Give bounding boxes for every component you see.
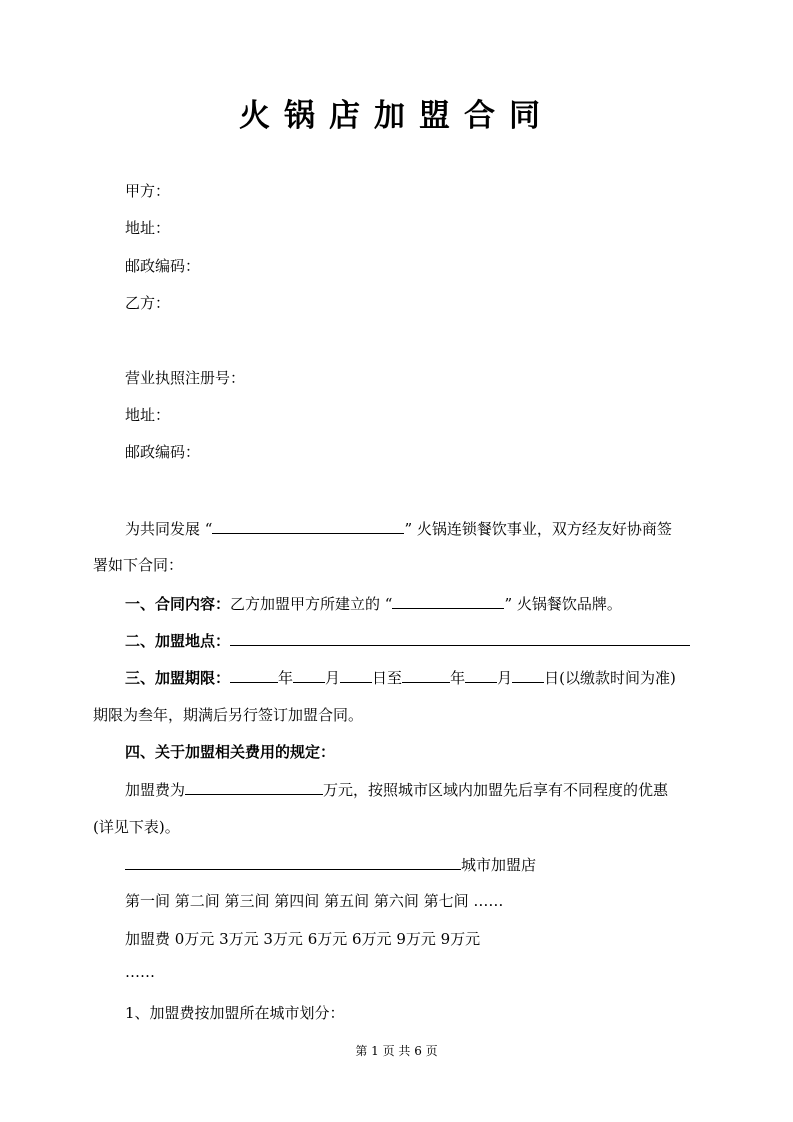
party-b-license: 营业执照注册号： xyxy=(125,369,246,387)
city-store-label: 城市加盟店 xyxy=(461,856,537,874)
preamble-line2: 署如下合同： xyxy=(93,556,184,574)
party-a-postcode: 邮政编码： xyxy=(125,257,201,275)
preamble-post: ” 火锅连锁餐饮事业，双方经友好协商签 xyxy=(404,520,672,538)
fee-line2: (详见下表)。 xyxy=(93,818,180,836)
end-day-blank xyxy=(512,667,544,683)
preamble-pre: 为共同发展 “ xyxy=(125,520,213,538)
section1-heading: 一、合同内容： xyxy=(125,595,231,613)
ellipsis: …… xyxy=(125,963,155,981)
end-month-blank xyxy=(465,667,497,683)
fee-blank xyxy=(185,779,323,795)
section4-heading: 四、关于加盟相关费用的规定： xyxy=(125,743,336,761)
section3-line2: 期限为叁年，期满后另行签订加盟合同。 xyxy=(93,706,364,724)
month-label: 月 xyxy=(325,669,341,687)
year-label: 年 xyxy=(450,669,466,687)
document-title: 火锅店加盟合同 xyxy=(239,98,554,134)
item1: 1、加盟费按加盟所在城市划分： xyxy=(125,1004,345,1022)
stores-row: 第一间 第二间 第三间 第四间 第五间 第六间 第七间 …… xyxy=(125,892,504,910)
start-year-blank xyxy=(230,667,278,683)
party-a-address: 地址： xyxy=(125,219,171,237)
day-end-label: 日(以缴款时间为准) xyxy=(544,669,676,687)
end-year-blank xyxy=(402,667,450,683)
party-b-postcode: 邮政编码： xyxy=(125,443,201,461)
fee-pre: 加盟费为 xyxy=(125,781,186,799)
start-month-blank xyxy=(293,667,325,683)
preamble-line xyxy=(125,518,672,539)
day-to-label: 日至 xyxy=(372,669,403,687)
start-day-blank xyxy=(340,667,372,683)
city-store-line xyxy=(125,854,536,875)
fee-post: 万元，按照城市区域内加盟先后享有不同程度的优惠 xyxy=(323,781,669,799)
section1-pre: 乙方加盟甲方所建立的 “ xyxy=(230,595,393,613)
section3-line xyxy=(125,667,676,688)
party-b-label: 乙方： xyxy=(125,294,171,312)
location-blank xyxy=(230,630,690,646)
month-label: 月 xyxy=(497,669,513,687)
section1-post: ” 火锅餐饮品牌。 xyxy=(504,595,622,613)
section3-heading: 三、加盟期限： xyxy=(125,669,231,687)
city-blank xyxy=(125,854,461,870)
party-a-label: 甲方： xyxy=(125,182,171,200)
page-footer: 第 1 页 共 6 页 xyxy=(355,1044,438,1058)
fees-row: 加盟费 0万元 3万元 3万元 6万元 6万元 9万元 9万元 xyxy=(125,930,481,948)
section1-line xyxy=(125,593,622,614)
section2-heading: 二、加盟地点： xyxy=(125,632,231,650)
fee-line xyxy=(125,779,668,800)
section2-line xyxy=(125,630,690,651)
brand-name-blank xyxy=(212,518,404,534)
brand-blank xyxy=(392,593,504,609)
year-label: 年 xyxy=(278,669,294,687)
party-b-address: 地址： xyxy=(125,406,171,424)
